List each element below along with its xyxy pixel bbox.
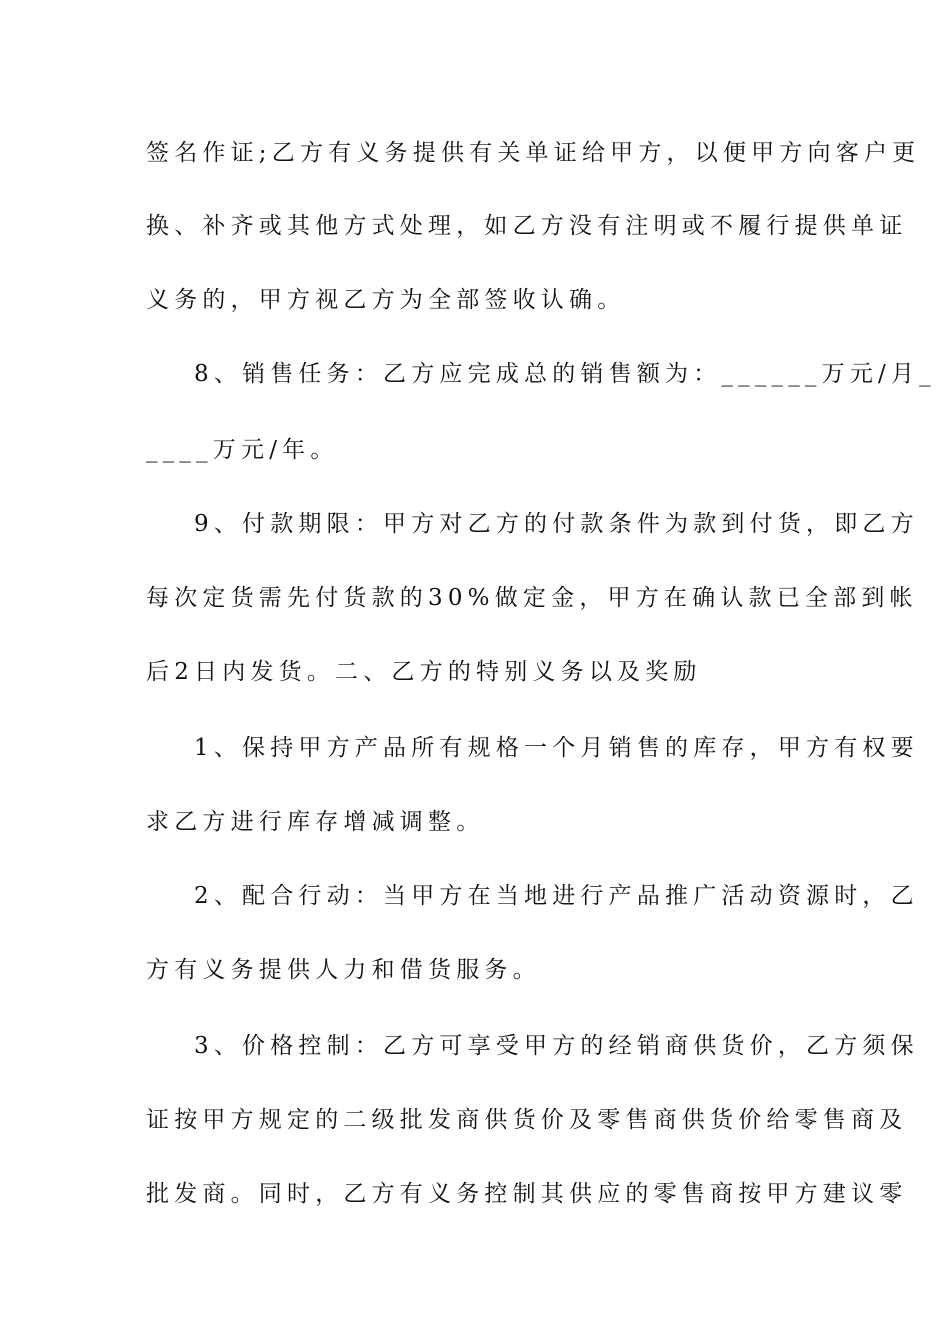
text-line: 后2日内发货。二、乙方的特别义务以及奖励: [146, 659, 702, 685]
text-line: 换、补齐或其他方式处理，如乙方没有注明或不履行提供单证: [146, 213, 908, 239]
text-line: 8、销售任务：乙方应完成总的销售额为：______万元/月_: [194, 361, 936, 387]
text-line: 证按甲方规定的二级批发商供货价及零售商供货价给零售商及: [146, 1107, 908, 1133]
text-line: 签名作证;乙方有义务提供有关单证给甲方，以便甲方向客户更: [146, 140, 921, 166]
text-line: ____万元/年。: [146, 437, 339, 463]
text-line: 2、配合行动：当甲方在当地进行产品推广活动资源时，乙: [194, 883, 919, 909]
text-line: 方有义务提供人力和借货服务。: [146, 957, 541, 983]
text-line: 1、保持甲方产品所有规格一个月销售的库存，甲方有权要: [194, 735, 919, 761]
text-line: 每次定货需先付货款的30%做定金，甲方在确认款已全部到帐: [146, 585, 918, 611]
text-line: 3、价格控制：乙方可享受甲方的经销商供货价，乙方须保: [194, 1033, 919, 1059]
text-line: 9、付款期限：甲方对乙方的付款条件为款到付货，即乙方: [194, 511, 919, 537]
text-line: 义务的，甲方视乙方为全部签收认确。: [146, 287, 626, 313]
text-line: 批发商。同时，乙方有义务控制其供应的零售商按甲方建议零: [146, 1181, 908, 1207]
text-line: 求乙方进行库存增减调整。: [146, 809, 485, 835]
